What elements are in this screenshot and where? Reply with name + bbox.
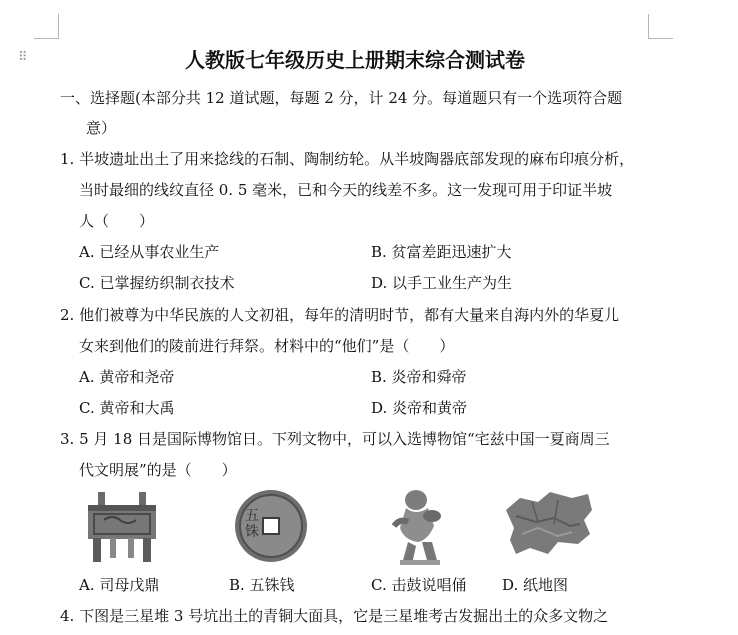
page-margin-marker-right (648, 14, 673, 39)
question-1-option-a: A. 已经从事农业生产 (79, 243, 220, 261)
question-4-text: 4. 下图是三星堆 3 号坑出土的青铜大面具，它是三星堆考古发掘出土的众多文物之 (60, 607, 609, 625)
question-2-text: 2. 他们被尊为中华民族的人文初祖，每年的清明时节，都有大量来自海内外的华夏儿 (60, 306, 620, 324)
question-2-option-c: C. 黄帝和大禹 (79, 399, 175, 417)
question-3-text-line2: 代文明展”的是（ ） (79, 461, 237, 479)
question-1-text: 1. 半坡遗址出土了用来捻线的石制、陶制纺轮。从半坡陶器底部发现的麻布印痕分析， (60, 150, 635, 168)
question-3-option-a: A. 司母戊鼎 (79, 576, 160, 594)
question-1-option-d: D. 以手工业生产为生 (371, 274, 513, 292)
question-2-option-a: A. 黄帝和尧帝 (79, 368, 175, 386)
section-heading-cont: 意） (86, 119, 117, 137)
question-2-option-d: D. 炎帝和黄帝 (371, 399, 468, 417)
question-2-text-line2: 女来到他们的陵前进行拜祭。材料中的“他们”是（ ） (79, 337, 455, 355)
question-3-option-d: D. 纸地图 (502, 576, 569, 594)
coin-inscription: 五铢 (245, 508, 259, 540)
drummer-figurine-image (386, 486, 450, 570)
question-1-text-line3: 人（ ） (79, 212, 155, 230)
drag-handle-icon[interactable]: ⠿ (18, 50, 27, 65)
question-1-text-line2: 当时最细的线纹直径 0. 5 毫米，已和今天的线差不多。这一发现可用于印证半坡 (79, 181, 613, 199)
question-1-option-c: C. 已掌握纺织制衣技术 (79, 274, 235, 292)
question-3-option-b: B. 五铢钱 (229, 576, 295, 594)
question-2-option-b: B. 炎帝和舜帝 (371, 368, 467, 386)
paper-map-image (502, 490, 594, 564)
question-3-option-c: C. 击鼓说唱俑 (371, 576, 467, 594)
page-margin-marker-left (34, 14, 59, 39)
document-title: 人教版七年级历史上册期末综合测试卷 (185, 48, 525, 72)
ding-vessel-image (84, 490, 160, 568)
section-heading: 一、选择题(本部分共 12 道试题，每题 2 分，计 24 分。每道题只有一个选项符合题 (60, 89, 623, 107)
question-1-option-b: B. 贫富差距迅速扩大 (371, 243, 512, 261)
question-3-text: 3. 5 月 18 日是国际博物馆日。下列文物中，可以入选博物馆“宅兹中国一夏商周三 (60, 430, 610, 448)
